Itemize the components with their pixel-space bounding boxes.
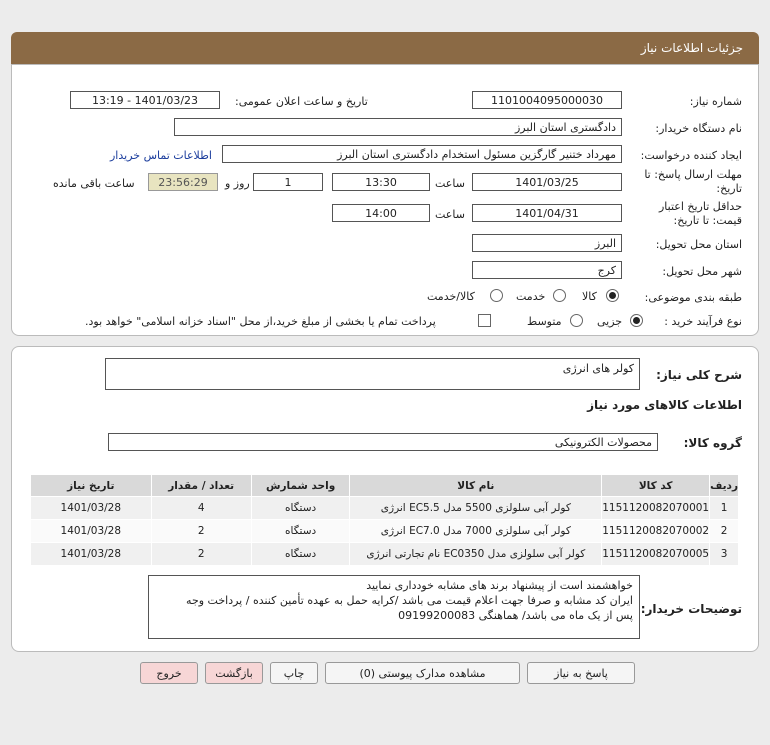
category-option-goods: کالا	[582, 290, 597, 303]
cell-qty: 2	[151, 520, 251, 543]
cell-row: 3	[710, 543, 739, 566]
notes-line-1: خواهشمند است از پیشنهاد برند های مشابه خودداری نمایید	[366, 579, 633, 592]
city-label: شهر محل تحویل:	[662, 265, 742, 278]
col-date: تاریخ نیاز	[31, 475, 152, 497]
need-number-field: 1101004095000030	[472, 91, 622, 109]
cell-unit: دستگاه	[251, 543, 350, 566]
remaining-label: ساعت باقی مانده	[53, 177, 135, 190]
cell-row: 2	[710, 520, 739, 543]
category-radio-goods-service[interactable]	[490, 289, 503, 302]
validity-label: حداقل تاریخ اعتبار قیمت: تا تاریخ:	[658, 200, 742, 227]
col-qty: تعداد / مقدار	[151, 475, 251, 497]
cell-date: 1401/03/28	[31, 497, 152, 520]
category-radio-service[interactable]	[553, 289, 566, 302]
deadline-time-label: ساعت	[435, 177, 465, 190]
cell-name: کولر آبی سلولزی مدل EC0350 نام تجارتی انرژی	[350, 543, 602, 566]
days-label: روز و	[225, 177, 250, 190]
group-field: محصولات الکترونیکی	[108, 433, 658, 451]
cell-code: 1151120082070001	[602, 497, 710, 520]
process-label: نوع فرآیند خرید :	[664, 315, 742, 328]
cell-unit: دستگاه	[251, 497, 350, 520]
validity-date-field: 1401/04/31	[472, 204, 622, 222]
validity-time-label: ساعت	[435, 208, 465, 221]
deadline-time-field: 13:30	[332, 173, 430, 191]
category-radio-goods[interactable]	[606, 289, 619, 302]
cell-qty: 2	[151, 543, 251, 566]
announce-field: 1401/03/23 - 13:19	[70, 91, 220, 109]
cell-date: 1401/03/28	[31, 520, 152, 543]
validity-time-field: 14:00	[332, 204, 430, 222]
summary-field: کولر های انرژی	[105, 358, 640, 390]
need-number-label: شماره نیاز:	[689, 95, 742, 108]
table-row	[31, 497, 739, 520]
contact-buyer-link[interactable]: اطلاعات تماس خریدار	[110, 149, 212, 162]
province-label: استان محل تحویل:	[655, 238, 742, 251]
deadline-label: مهلت ارسال پاسخ: تا تاریخ:	[644, 168, 742, 195]
process-option-medium: متوسط	[527, 315, 562, 328]
cell-code: 1151120082070002	[602, 520, 710, 543]
treasury-checkbox[interactable]	[478, 314, 491, 327]
col-code: کد کالا	[602, 475, 710, 497]
cell-name: کولر آبی سلولزی 5500 مدل EC5.5 انرژی	[350, 497, 602, 520]
view-documents-button[interactable]: مشاهده مدارک پیوستی (0)	[325, 662, 520, 684]
col-row: ردیف	[710, 475, 739, 497]
cell-unit: دستگاه	[251, 520, 350, 543]
notes-label: توضیحات خریدار:	[640, 602, 742, 616]
table-row	[31, 543, 739, 566]
reply-button[interactable]: پاسخ به نیاز	[527, 662, 635, 684]
buyer-org-field: دادگستری استان البرز	[174, 118, 622, 136]
back-button[interactable]: بازگشت	[205, 662, 263, 684]
cell-qty: 4	[151, 497, 251, 520]
notes-line-2: ایران کد مشابه و صرفا جهت اعلام قیمت می باشد /کرایه حمل به عهده تأمین کننده / پرداخت وجه	[186, 594, 633, 607]
buyer-notes	[148, 575, 640, 639]
print-button[interactable]: چاپ	[270, 662, 318, 684]
cell-date: 1401/03/28	[31, 543, 152, 566]
process-radio-medium[interactable]	[570, 314, 583, 327]
creator-label: ایجاد کننده درخواست:	[640, 149, 742, 162]
page-title: جزئیات اطلاعات نیاز	[640, 41, 743, 55]
announce-label: تاریخ و ساعت اعلان عمومی:	[235, 95, 368, 108]
buyer-org-label: نام دستگاه خریدار:	[655, 122, 742, 135]
days-field: 1	[253, 173, 323, 191]
summary-label: شرح کلی نیاز:	[656, 368, 742, 382]
exit-button[interactable]: خروج	[140, 662, 198, 684]
process-option-minor: جزیی	[597, 315, 623, 328]
goods-info-title: اطلاعات کالاهای مورد نیاز	[587, 398, 742, 412]
process-radio-minor[interactable]	[630, 314, 643, 327]
items-table	[30, 474, 739, 566]
col-name: نام کالا	[350, 475, 602, 497]
cell-row: 1	[710, 497, 739, 520]
city-field: کرج	[472, 261, 622, 279]
category-option-goods-service: کالا/خدمت	[427, 290, 475, 303]
group-label: گروه کالا:	[683, 436, 742, 450]
col-unit: واحد شمارش	[251, 475, 350, 497]
table-row	[31, 520, 739, 543]
table-header-row	[31, 475, 739, 497]
category-option-service: خدمت	[516, 290, 546, 303]
page-header	[11, 32, 759, 64]
cell-name: کولر آبی سلولزی 7000 مدل EC7.0 انرژی	[350, 520, 602, 543]
category-label: طبقه بندی موضوعی:	[644, 291, 742, 304]
payment-note: پرداخت تمام یا بخشی از مبلغ خرید،از محل "اسناد خزانه اسلامی" خواهد بود.	[85, 315, 436, 328]
remaining-timer: 23:56:29	[148, 173, 218, 191]
notes-line-3: پس از یک ماه می باشد/ هماهنگی 09199200083	[398, 609, 633, 622]
province-field: البرز	[472, 234, 622, 252]
cell-code: 1151120082070005	[602, 543, 710, 566]
creator-field: مهرداد ختنیر گارگزین مسئول استخدام دادگستری استان البرز	[222, 145, 622, 163]
deadline-date-field: 1401/03/25	[472, 173, 622, 191]
